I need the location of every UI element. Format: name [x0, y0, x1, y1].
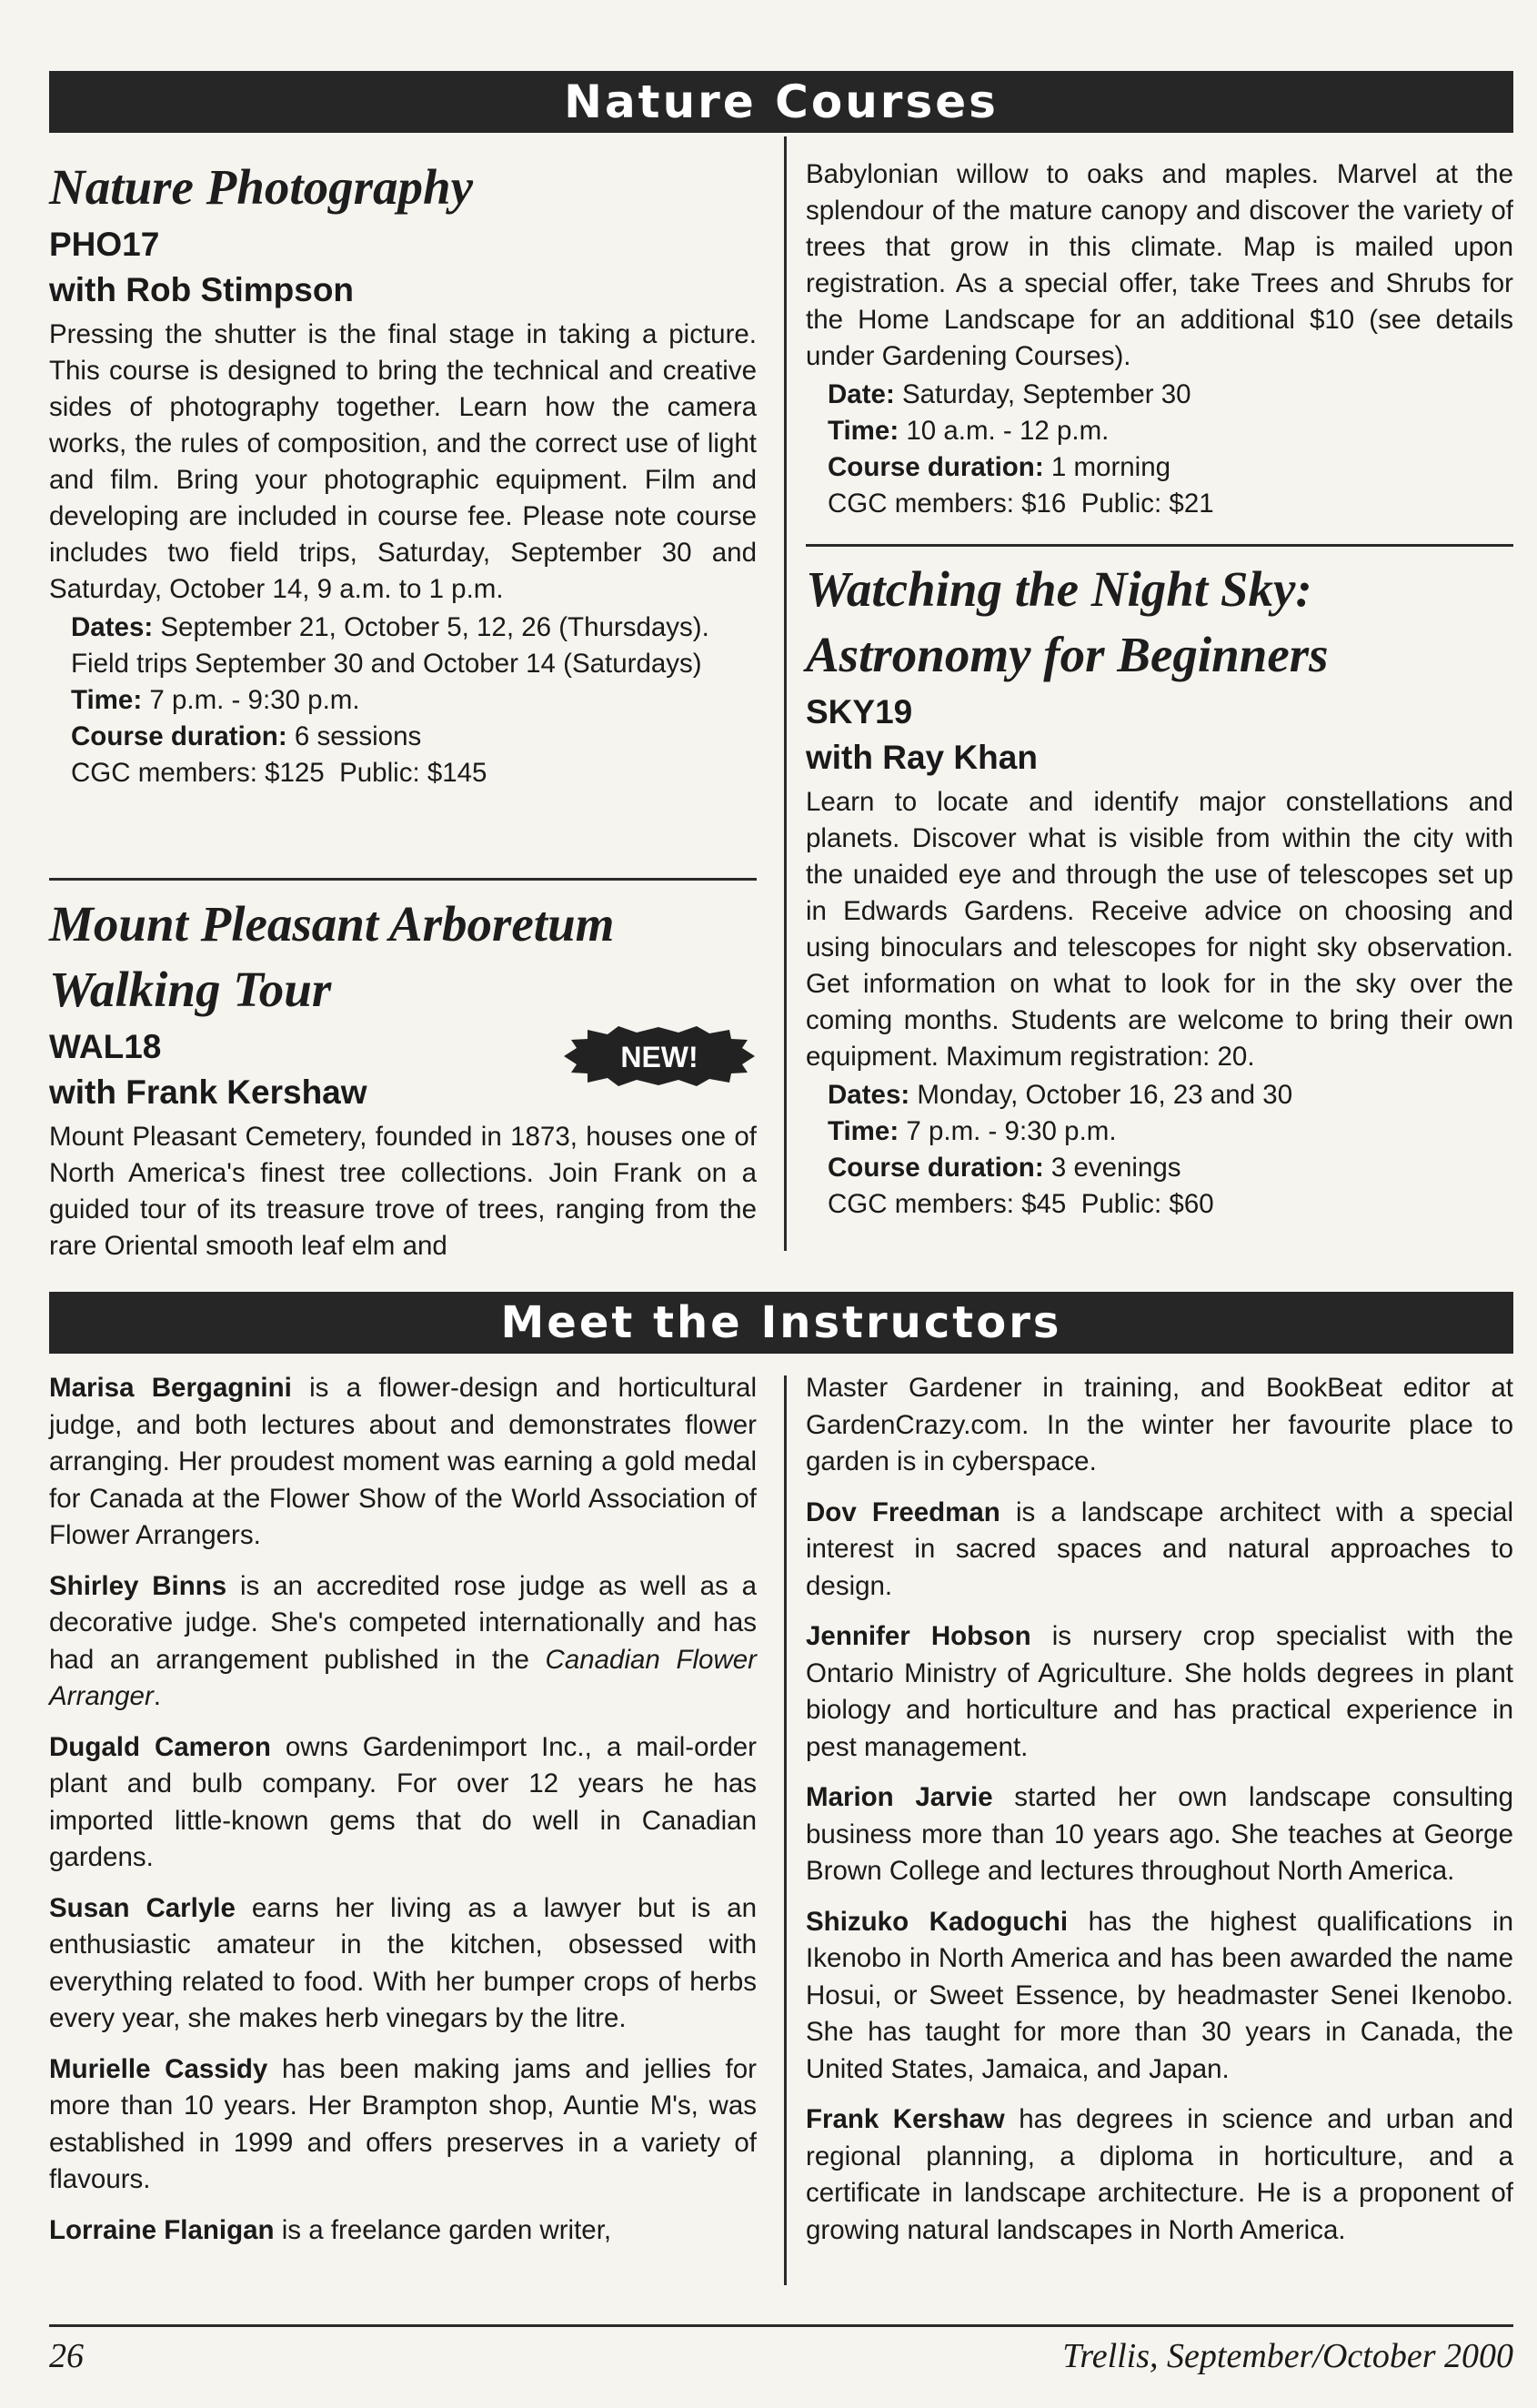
course-instructor: with Rob Stimpson — [49, 271, 355, 308]
course-divider — [49, 878, 757, 881]
time-label: Time: — [828, 1116, 899, 1146]
course-price: CGC members: $125 Public: $145 — [71, 758, 487, 788]
course-title-line1: Watching the Night Sky: — [806, 561, 1312, 617]
course-title-line1: Mount Pleasant Arboretum — [49, 896, 615, 952]
time-label: Time: — [71, 685, 143, 715]
dates-value: September 21, October 5, 12, 26 (Thursdays). Field trips September 30 and October 14 (Saturdays) — [71, 612, 709, 679]
time-label: Time: — [828, 416, 899, 446]
instructor-name: Dugald Cameron — [49, 1731, 271, 1762]
instructor-text: has the highest qualifications in Ikenobo in North America and has been awarded the name Hosui, or Sweet Essence, by headmaster Senei Ikenobo. She has taught for more than 30 years in Canada, the United States, Jamaica, and Japan. — [806, 1906, 1514, 2084]
course-title: Nature Photography — [49, 159, 474, 215]
instructor-bio — [49, 1729, 757, 1877]
instructors-right-column — [806, 1370, 1513, 2262]
publication-title: Canadian Flower Arranger — [49, 1644, 757, 1711]
date-label: Date: — [828, 379, 895, 409]
course-details — [71, 610, 757, 791]
course-details — [828, 377, 1513, 522]
course-photography — [49, 155, 757, 791]
course-arboretum-continued — [806, 156, 1513, 522]
course-instructor: with Ray Khan — [806, 739, 1038, 776]
instructor-bio — [806, 1779, 1513, 1890]
instructor-bio — [806, 1618, 1513, 1766]
instructor-name: Susan Carlyle — [49, 1892, 236, 1923]
instructor-text: owns Gardenimport Inc., a mail-order plant and bulb company. For over 12 years he has imported little-known gems that do well in Canadian gardens. — [49, 1731, 758, 1872]
instructor-name: Murielle Cassidy — [49, 2053, 268, 2084]
instructor-bio — [806, 1904, 1513, 2089]
instructor-name: Shizuko Kadoguchi — [806, 1906, 1069, 1937]
course-code: WAL18 — [49, 1028, 162, 1065]
instructor-name: Dov Freedman — [806, 1496, 1000, 1527]
instructor-name: Lorraine Flanigan — [49, 2214, 275, 2245]
course-instructor: with Frank Kershaw — [49, 1073, 367, 1111]
instructors-left-column — [49, 1370, 757, 2262]
instructor-name: Shirley Binns — [49, 1570, 227, 1601]
course-description: Learn to locate and identify major constellations and planets. Discover what is visible from within the city with the unaided eye and through the use of telescopes set up in Edwards Gardens. Receive advice on choosing and using binoculars and telescopes for night sky observation. Get information on what to look for in the sky over the coming months. Students are welcome to bring their own equipment. Maximum registration: 20. — [806, 787, 1513, 1072]
duration-value: 3 evenings — [1050, 1153, 1181, 1183]
instructor-text: has degrees in science and urban and regional planning, a diploma in horticulture, and a certificate in landscape architecture. He is a proponent of growing natural landscapes in North America. — [806, 2104, 1513, 2245]
instructor-text: is a landscape architect with a special interest in sacred spaces and natural approaches to design. — [806, 1496, 1514, 1601]
dates-label: Dates: — [71, 612, 154, 642]
course-title-line2: Walking Tour — [49, 962, 332, 1017]
instructor-bio — [49, 1890, 757, 2038]
instructor-bio — [806, 1495, 1513, 1606]
course-description: Mount Pleasant Cemetery, founded in 1873, houses one of North America's finest tree collections. Join Frank on a guided tour of its treasure trove of trees, ranging from the rare Oriental smooth leaf elm and — [49, 1122, 757, 1261]
course-title-line2: Astronomy for Beginners — [806, 627, 1329, 682]
page-number: 26 — [49, 2337, 84, 2375]
footer-rule — [49, 2324, 1513, 2327]
instructor-name: Marion Jarvie — [806, 1782, 993, 1812]
instructor-bio-continued: Master Gardener in training, and BookBeat editor at GardenCrazy.com. In the winter her favourite place to garden is in cyberspace. — [806, 1373, 1513, 1476]
instructor-text: is an accredited rose judge as well as a decorative judge. She's competed internationally and has had an arrangement published in the — [49, 1570, 758, 1675]
publication-line: Trellis, September/October 2000 — [1062, 2337, 1513, 2375]
course-price: CGC members: $45 Public: $60 — [828, 1189, 1214, 1219]
column-divider — [784, 1375, 787, 2285]
course-details — [828, 1077, 1513, 1223]
duration-label: Course duration: — [828, 1153, 1044, 1183]
duration-value: 1 morning — [1050, 452, 1171, 482]
instructor-text: started her own landscape consulting business more than 10 years ago. She teaches at George Brown College and lectures throughout North America. — [806, 1782, 1513, 1886]
instructor-text: is a freelance garden writer, — [274, 2214, 612, 2245]
date-value: Saturday, September 30 — [901, 379, 1191, 409]
course-description-continued: Babylonian willow to oaks and maples. Marvel at the splendour of the mature canopy and discover the variety of trees that grow in this climate. Map is mailed upon registration. As a special offer, take Trees and Shrubs for the Home Landscape for an additional $10 (see details under Gardening Courses). — [806, 159, 1513, 371]
instructor-bio — [49, 1370, 757, 1555]
time-value: 7 p.m. - 9:30 p.m. — [906, 1116, 1117, 1146]
new-badge — [564, 1026, 755, 1086]
instructor-text-tail: . — [153, 1681, 161, 1711]
course-description: Pressing the shutter is the final stage in taking a picture. This course is designed to bring the technical and creative sides of photography together. Learn how the camera works, the rules of composition, and the correct use of light and film. Bring your photographic equipment. Film and developing are included in course fee. Please note course includes two field trips, Saturday, September 30 and Saturday, October 14, 9 a.m. to 1 p.m. — [49, 319, 757, 604]
instructor-name: Frank Kershaw — [806, 2104, 1005, 2134]
time-value: 7 p.m. - 9:30 p.m. — [149, 685, 360, 715]
instructor-name: Marisa Bergagnini — [49, 1373, 292, 1403]
course-code: PHO17 — [49, 226, 160, 263]
instructor-text: is a flower-design and horticultural judge, and both lectures about and demonstrates flower arranging. Her proudest moment was earning a gold medal for Canada at the Flower Show of the World Association of Flower Arrangers. — [49, 1373, 758, 1550]
instructor-bio — [806, 2101, 1513, 2249]
starburst-icon — [564, 1026, 755, 1086]
instructor-text: has been making jams and jellies for more than 10 years. Her Brampton shop, Auntie M's, was established in 1999 and offers preserves in a variety of flavours. — [49, 2053, 757, 2194]
instructor-text: is nursery crop specialist with the Ontario Ministry of Agriculture. She holds degrees in plant biology and horticulture and has practical experience in pest management. — [806, 1621, 1514, 1762]
course-price: CGC members: $16 Public: $21 — [828, 489, 1214, 519]
new-badge-label: NEW! — [620, 1041, 698, 1073]
instructor-name: Jennifer Hobson — [806, 1621, 1031, 1651]
instructor-text: earns her living as a lawyer but is an enthusiastic amateur in the kitchen, obsessed with everything related to food. With her bumper crops of herbs every year, she makes herb vinegars by the litre. — [49, 1892, 757, 2033]
course-divider — [806, 544, 1513, 547]
dates-value: Monday, October 16, 23 and 30 — [917, 1080, 1293, 1110]
section-banner-nature-courses: Nature Courses — [49, 71, 1513, 133]
time-value: 10 a.m. - 12 p.m. — [906, 416, 1110, 446]
duration-label: Course duration: — [71, 721, 287, 751]
instructor-bio — [49, 1568, 757, 1716]
duration-value: 6 sessions — [294, 721, 422, 751]
course-code: SKY19 — [806, 693, 913, 730]
duration-label: Course duration: — [828, 452, 1044, 482]
course-astronomy — [806, 557, 1513, 1223]
column-divider — [784, 136, 787, 1251]
section-banner-meet-instructors: Meet the Instructors — [49, 1292, 1513, 1354]
instructor-bio — [49, 2212, 757, 2250]
instructor-bio — [49, 2051, 757, 2199]
dates-label: Dates: — [828, 1080, 910, 1110]
